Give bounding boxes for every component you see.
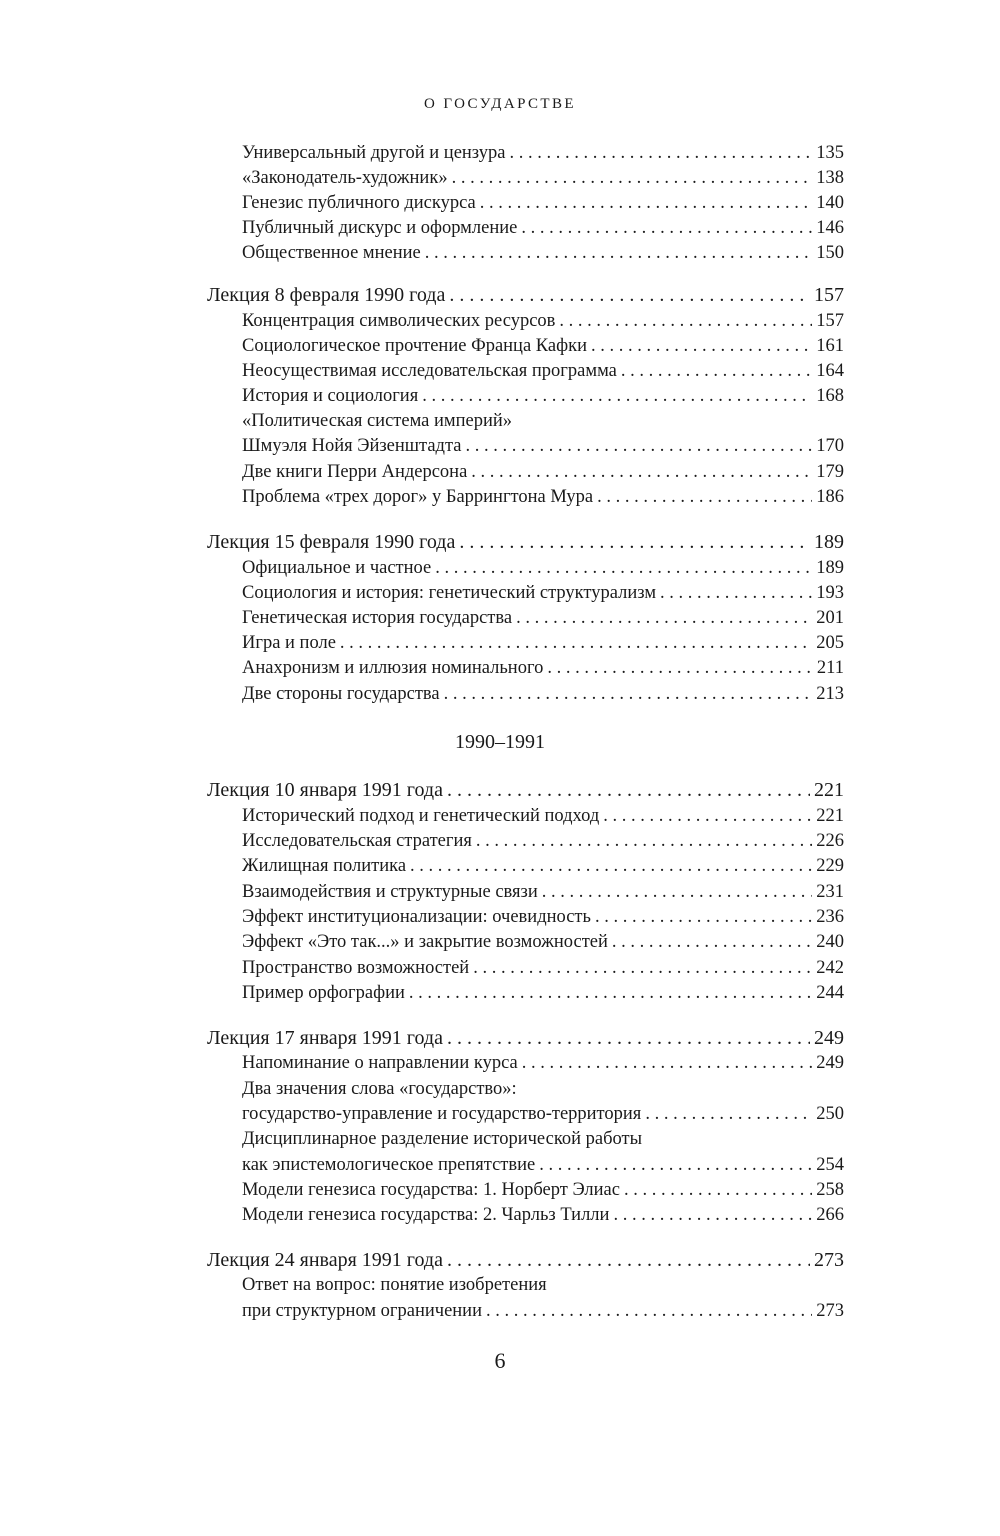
toc-entry-page: 213 — [816, 684, 844, 704]
toc-entry — [242, 241, 844, 266]
toc-lecture-title: Лекция 17 января 1991 года — [207, 1027, 443, 1049]
toc-entry — [242, 1153, 844, 1178]
toc-entry-page: 240 — [816, 932, 844, 952]
toc-entry — [242, 804, 844, 829]
toc-entry-title: Модели генезиса государства: 2. Чарльз Тилли — [242, 1205, 610, 1225]
toc-entry-page: 140 — [816, 193, 844, 213]
toc-entry-page: 250 — [816, 1104, 844, 1124]
toc-entry — [242, 141, 844, 166]
dot-leader — [452, 166, 813, 191]
toc-entry-title: Ответ на вопрос: понятие изобретения — [242, 1275, 547, 1295]
dot-leader — [521, 216, 812, 241]
dot-leader — [459, 530, 810, 555]
toc-entry — [242, 1203, 844, 1228]
dot-leader — [409, 981, 812, 1006]
toc-entry-title: Генезис публичного дискурса — [242, 193, 476, 213]
toc-entry-page: 254 — [816, 1155, 844, 1175]
toc-entry-title: при структурном ограничении — [242, 1301, 482, 1321]
toc-entry-page: 161 — [816, 336, 844, 356]
toc-entry — [242, 1102, 844, 1127]
toc-entry — [242, 556, 844, 581]
toc-lecture-page: 273 — [814, 1249, 844, 1271]
toc-entry-page: 211 — [816, 658, 844, 678]
dot-leader — [595, 905, 812, 930]
toc-entry-title: Анахронизм и иллюзия номинального — [242, 658, 544, 678]
toc-entry-title: Исследовательская стратегия — [242, 831, 472, 851]
toc-lecture-heading — [207, 530, 844, 555]
toc-lecture-title: Лекция 24 января 1991 года — [207, 1249, 443, 1271]
toc-entry-page: 231 — [816, 882, 844, 902]
toc-entry-page: 221 — [816, 806, 844, 826]
toc-entry — [242, 956, 844, 981]
toc-entry-page: 266 — [816, 1205, 844, 1225]
dot-leader — [603, 804, 812, 829]
toc-entry — [242, 981, 844, 1006]
toc-entry-title: Две стороны государства — [242, 684, 440, 704]
toc-lecture-title: Лекция 8 февраля 1990 года — [207, 284, 446, 306]
toc-entry-title: Общественное мнение — [242, 243, 421, 263]
dot-leader — [410, 854, 812, 879]
toc-entry — [242, 631, 844, 656]
toc-entry-continued — [242, 1077, 844, 1102]
toc-entry-page: 201 — [816, 608, 844, 628]
toc-lecture-title: Лекция 15 февраля 1990 года — [207, 531, 456, 553]
dot-leader — [645, 1102, 812, 1127]
toc-entry-page: 179 — [816, 462, 844, 482]
toc-entry-continued — [242, 409, 844, 434]
toc-entry — [242, 216, 844, 241]
toc-entry — [242, 485, 844, 510]
toc-entry-title: Пространство возможностей — [242, 958, 470, 978]
dot-leader — [547, 656, 813, 681]
toc-entry-page: 249 — [816, 1053, 844, 1073]
toc-entry-page: 168 — [816, 386, 844, 406]
dot-leader — [597, 485, 812, 510]
toc-entry — [242, 656, 844, 681]
toc-entry-page: 273 — [816, 1301, 844, 1321]
toc-entry-page: 193 — [816, 583, 844, 603]
toc-entry-title: Эффект институционализации: очевидность — [242, 907, 591, 927]
toc-entry — [242, 334, 844, 359]
dot-leader — [447, 778, 810, 803]
toc-entry-page: 186 — [816, 487, 844, 507]
toc-entry-title: государство-управление и государство-территория — [242, 1104, 642, 1124]
toc-entry — [242, 905, 844, 930]
dot-leader — [465, 434, 812, 459]
dot-leader — [449, 283, 810, 308]
toc-entry-title: Напоминание о направлении курса — [242, 1053, 518, 1073]
toc-entry-page: 226 — [816, 831, 844, 851]
dot-leader — [447, 1026, 810, 1051]
toc-entry-title: Эффект «Это так...» и закрытие возможностей — [242, 932, 608, 952]
toc-entry-title: Исторический подход и генетический подход — [242, 806, 600, 826]
dot-leader — [425, 241, 812, 266]
toc-entry — [242, 359, 844, 384]
toc-lecture-page: 221 — [814, 779, 844, 801]
toc-lecture-heading — [207, 1248, 844, 1273]
page-number: 6 — [494, 1348, 506, 1373]
toc-entry-page: 236 — [816, 907, 844, 927]
dot-leader — [542, 880, 813, 905]
toc-entry-title: Проблема «трех дорог» у Баррингтона Мура — [242, 487, 594, 507]
toc-entry — [242, 829, 844, 854]
dot-leader — [476, 829, 812, 854]
toc-entry-title: Социологическое прочтение Франца Кафки — [242, 336, 587, 356]
dot-leader — [612, 930, 812, 955]
toc-entry — [242, 1178, 844, 1203]
toc-entry-title: «Политическая система империй» — [242, 411, 513, 431]
toc-entry-continued — [242, 1127, 844, 1152]
dot-leader — [539, 1153, 812, 1178]
toc-entry-page: 170 — [816, 436, 844, 456]
toc-entry-title: Модели генезиса государства: 1. Норберт Элиас — [242, 1180, 620, 1200]
toc-entry-title: История и социология — [242, 386, 419, 406]
toc-entry-title: Игра и поле — [242, 633, 336, 653]
toc-entry-page: 135 — [816, 143, 844, 163]
toc-lecture-heading — [207, 778, 844, 803]
dot-leader — [473, 956, 812, 981]
toc-entry-page: 258 — [816, 1180, 844, 1200]
toc-entry-title: Взаимодействия и структурные связи — [242, 882, 538, 902]
toc-entry-title: Пример орфографии — [242, 983, 405, 1003]
year-heading: 1990–1991 — [455, 731, 545, 753]
toc-entry-page: 244 — [816, 983, 844, 1003]
toc-entry-title: Жилищная политика — [242, 856, 407, 876]
dot-leader — [613, 1203, 812, 1228]
toc-lecture-heading — [207, 1026, 844, 1051]
dot-leader — [444, 682, 813, 707]
toc-entry — [242, 166, 844, 191]
toc-entry-title: Неосуществимая исследовательская программа — [242, 361, 617, 381]
toc-lecture-title: Лекция 10 января 1991 года — [207, 779, 443, 801]
toc-lecture-page: 189 — [814, 531, 844, 553]
toc-entry-continued — [242, 1273, 844, 1298]
toc-entry-page: 146 — [816, 218, 844, 238]
toc-entry-title: Две книги Перри Андерсона — [242, 462, 468, 482]
dot-leader — [559, 309, 812, 334]
toc-entry-page: 138 — [816, 168, 844, 188]
toc-entry-page: 242 — [816, 958, 844, 978]
dot-leader — [422, 384, 812, 409]
toc-lecture-page: 157 — [814, 284, 844, 306]
dot-leader — [486, 1299, 812, 1324]
dot-leader — [509, 141, 812, 166]
toc-entry-title: как эпистемологическое препятствие — [242, 1155, 536, 1175]
toc-entry-page: 164 — [816, 361, 844, 381]
toc-entry — [242, 1051, 844, 1076]
toc-lecture-heading — [207, 283, 844, 308]
dot-leader — [435, 556, 812, 581]
toc-entry-title: «Законодатель-художник» — [242, 168, 448, 188]
toc-entry-title: Концентрация символических ресурсов — [242, 311, 556, 331]
dot-leader — [624, 1178, 812, 1203]
toc-entry-page: 229 — [816, 856, 844, 876]
dot-leader — [471, 460, 812, 485]
toc-entry-title: Два значения слова «государство»: — [242, 1079, 517, 1099]
toc-entry — [242, 880, 844, 905]
dot-leader — [340, 631, 812, 656]
dot-leader — [522, 1051, 813, 1076]
dot-leader — [447, 1248, 810, 1273]
toc-entry-page: 150 — [816, 243, 844, 263]
toc-entry — [242, 581, 844, 606]
toc-lecture-page: 249 — [814, 1027, 844, 1049]
dot-leader — [591, 334, 812, 359]
toc-entry — [242, 1299, 844, 1324]
toc-entry — [242, 309, 844, 334]
toc-entry-title: Универсальный другой и цензура — [242, 143, 506, 163]
running-head: О ГОСУДАРСТВЕ — [424, 96, 576, 112]
toc-entry-title: Социология и история: генетический структурализм — [242, 583, 657, 603]
toc-entry — [242, 930, 844, 955]
toc-entry-page: 189 — [816, 558, 844, 578]
toc-entry-title: Публичный дискурс и оформление — [242, 218, 518, 238]
toc-entry-title: Официальное и частное — [242, 558, 432, 578]
toc-entry-title: Шмуэля Нойя Эйзенштадта — [242, 436, 462, 456]
dot-leader — [480, 191, 813, 216]
toc-entry-title: Генетическая история государства — [242, 608, 513, 628]
toc-entry — [242, 854, 844, 879]
toc-entry-title: Дисциплинарное разделение исторической работы — [242, 1129, 643, 1149]
toc-entry — [242, 606, 844, 631]
toc-entry — [242, 682, 844, 707]
toc-entry — [242, 384, 844, 409]
dot-leader — [621, 359, 812, 384]
toc-entry — [242, 434, 844, 459]
toc-entry — [242, 460, 844, 485]
toc-entry-page: 157 — [816, 311, 844, 331]
toc-entry — [242, 191, 844, 216]
dot-leader — [660, 581, 812, 606]
toc-entry-page: 205 — [816, 633, 844, 653]
dot-leader — [516, 606, 812, 631]
